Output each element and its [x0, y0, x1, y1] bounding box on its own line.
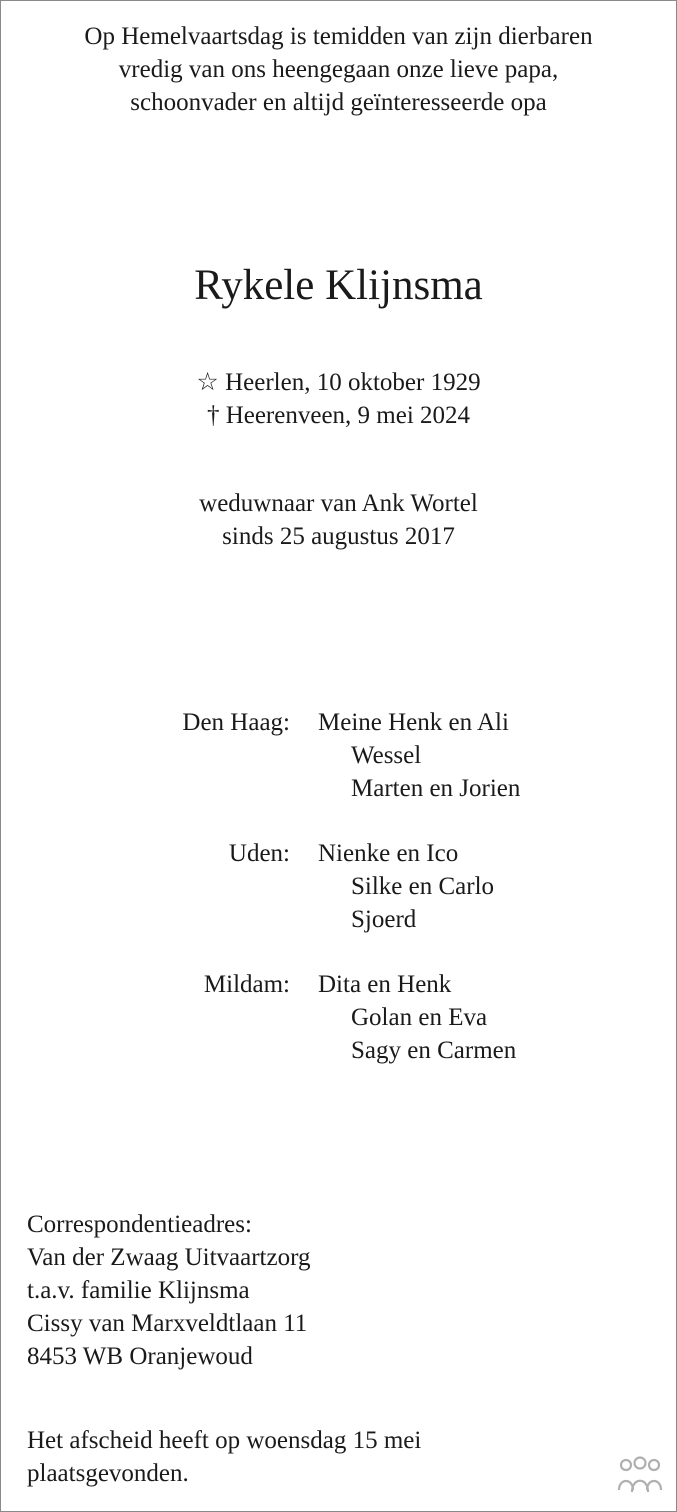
death-date: † Heerenveen, 9 mei 2024: [206, 402, 471, 429]
widower-line: weduwnaar van Ank Wortel: [199, 490, 478, 517]
family-member: Golan en Eva: [351, 1004, 488, 1031]
people-group-icon: [616, 1456, 664, 1496]
correspondence-address: [27, 1208, 310, 1373]
widower-note: [0, 487, 677, 553]
correspondence-line: t.a.v. familie Klijnsma: [27, 1277, 250, 1304]
correspondence-line: Correspondentieadres:: [27, 1211, 252, 1238]
intro-line: vredig van ons heengegaan onze lieve papa,: [118, 56, 559, 83]
family-member: Sagy en Carmen: [351, 1037, 517, 1064]
farewell-note: [27, 1424, 421, 1490]
family-place: Uden:: [228, 840, 290, 867]
intro-line: schoonvader en altijd geïnteresseerde opa: [130, 89, 547, 116]
family-member: Nienke en Ico: [318, 840, 459, 867]
family-place: Mildam:: [203, 971, 290, 998]
intro-text: [0, 20, 677, 119]
family-member: Marten en Jorien: [351, 775, 521, 802]
correspondence-line: Cissy van Marxveldtlaan 11: [27, 1310, 308, 1337]
deceased-name: Rykele Klijnsma: [194, 262, 483, 309]
family-member: Dita en Henk: [318, 971, 452, 998]
widower-line: sinds 25 augustus 2017: [222, 523, 455, 550]
correspondence-line: 8453 WB Oranjewoud: [27, 1343, 253, 1370]
farewell-line: Het afscheid heeft op woensdag 15 mei: [27, 1427, 422, 1454]
family-members: [318, 706, 520, 805]
family-members: [318, 837, 494, 936]
family-place: Den Haag:: [182, 709, 290, 736]
family-member: Silke en Carlo: [351, 873, 495, 900]
farewell-line: plaatsgevonden.: [27, 1460, 189, 1487]
birth-date: ☆ Heerlen, 10 oktober 1929: [196, 369, 481, 396]
correspondence-line: Van der Zwaag Uitvaartzorg: [27, 1244, 311, 1271]
family-member: Sjoerd: [351, 906, 417, 933]
family-member: Meine Henk en Ali: [318, 709, 509, 736]
family-member: Wessel: [351, 742, 422, 769]
family-members: [318, 968, 516, 1067]
life-dates: [0, 366, 677, 432]
intro-line: Op Hemelvaartsdag is temidden van zijn dierbaren: [84, 23, 593, 50]
